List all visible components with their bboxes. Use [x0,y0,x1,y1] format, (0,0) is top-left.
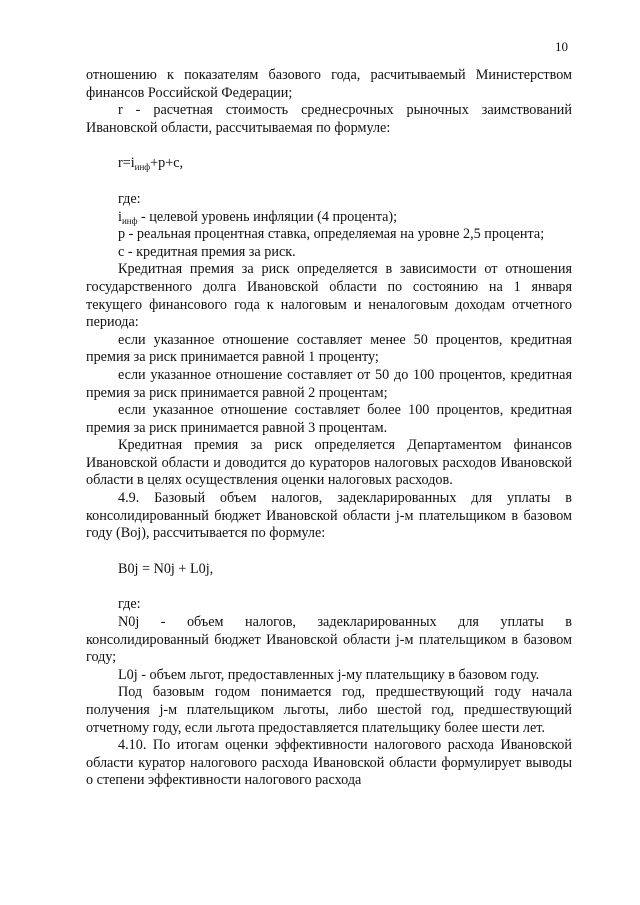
where-label: где: [118,190,141,207]
section-4-9: 4.9. Базовый объем налогов, задекларированных для уплаты в консолидированный бюджет Ивановской области j-м плательщиком в базовом году (Boj), рассчитывается по формуле: [86,490,572,542]
paragraph: если указанное отношение составляет более 100 процентов, кредитная премия за риск принимается равной 3 процентам. [86,402,572,436]
paragraph: Кредитная премия за риск определяется в зависимости от отношения государственного долга Ивановской области по состоянию на 1 января текущего финансового года к налоговым и неналоговым доходам отчетного периода: [86,261,572,331]
paragraph: Кредитная премия за риск определяется Департаментом финансов Ивановской области и доводится до кураторов налоговых расходов Ивановской области в целях осуществления оценки налоговых расходов. [86,437,572,489]
definition-n0j: N0j - объем налогов, задекларированных для уплаты в консолидированный бюджет Ивановской области j-м плательщиком в базовом году; [86,614,572,666]
page-content [86,67,572,790]
definition-p: p - реальная процентная ставка, определяемая на уровне 2,5 процента; [118,226,545,243]
paragraph: Под базовым годом понимается год, предшествующий году начала получения j-м плательщиком льготы, либо шестой год, предшествующий отчетному году, если льгота предоставляется плательщику более шести лет. [86,684,572,736]
paragraph: r - расчетная стоимость среднесрочных рыночных заимствований Ивановской области, рассчитываемая по формуле: [86,102,572,136]
where-label: где: [118,596,141,613]
paragraph: отношению к показателям базового года, расчитываемый Министерством финансов Российской Федерации; [86,67,572,101]
paragraph: если указанное отношение составляет от 50 до 100 процентов, кредитная премия за риск принимается равной 2 процентам; [86,366,572,401]
section-4-10: 4.10. По итогам оценки эффективности налогового расхода Ивановской области куратор налогового расхода Ивановской области формулирует выводы о степени эффективности налогового расхода [86,737,572,789]
formula-b0j: B0j = N0j + L0j, [118,560,214,577]
paragraph: если указанное отношение составляет менее 50 процентов, кредитная премия за риск принимается равной 1 проценту; [86,331,572,366]
formula-r: $r=i_{инф}+p+c$, [118,155,184,173]
definition-c: c - кредитная премия за риск. [118,243,296,260]
page-number: 10 [555,39,568,54]
definition-l0j: L0j - объем льгот, предоставленных j-му плательщику в базовом году. [118,666,540,683]
definition-i-inf: $i_{инф}$ - целевой уровень инфляции (4 процента); [118,208,398,226]
